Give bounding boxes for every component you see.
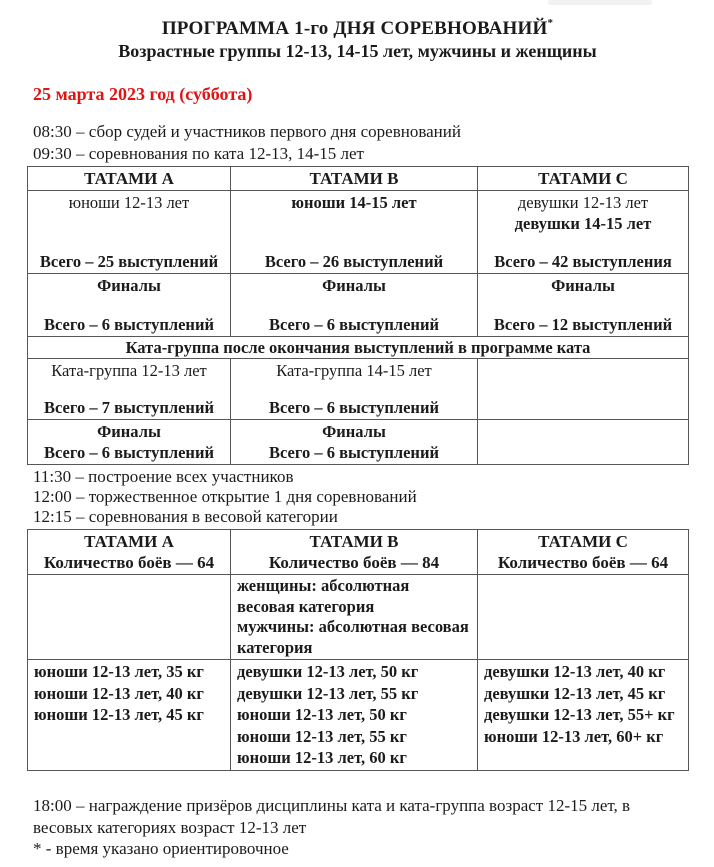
weight-header-c-bouts: Количество боёв — 64 — [497, 553, 669, 572]
kata-group-row — [28, 359, 689, 420]
bout-item: юноши 12-13 лет, 50 кг — [237, 705, 407, 724]
kata-group-banner-row — [28, 337, 689, 359]
kata-cell-c — [478, 191, 689, 274]
finals-cell-c — [478, 274, 689, 337]
weight-header-tatami-c — [478, 530, 689, 575]
finals-cell-b — [231, 274, 478, 337]
kata-b-group: юноши 14-15 лет — [291, 193, 417, 212]
bout-item: юноши 12-13 лет, 35 кг — [34, 662, 204, 681]
kata-group-b-name: Ката-группа 14-15 лет — [276, 361, 432, 380]
bouts-cell-a — [28, 660, 231, 771]
bouts-row — [28, 660, 689, 771]
page-title-text: ПРОГРАММА 1-го ДНЯ СОРЕВНОВАНИЙ — [161, 18, 548, 39]
weight-header-a-title: ТАТАМИ А — [84, 532, 174, 551]
kata-table-header-row — [28, 167, 689, 191]
awards-line: 18:00 – награждение призёров дисциплины ката и ката-группа возраст 12-15 лет, в весовых категориях возраст 12-13 лет — [33, 796, 631, 837]
kata-group-a-total: Всего – 7 выступлений — [44, 398, 214, 417]
event-date: 25 марта 2023 год (суббота) — [33, 84, 253, 104]
kata-finals-row — [28, 274, 689, 337]
midday-schedule — [33, 467, 688, 527]
bout-item: девушки 12-13 лет, 45 кг — [484, 683, 666, 703]
header-tatami-b: ТАТАМИ В — [231, 167, 478, 191]
absolute-cell-c-empty — [478, 575, 689, 660]
kata-a-total: Всего – 25 выступлений — [39, 252, 219, 271]
finals-b-total: Всего – 6 выступлений — [269, 315, 439, 334]
kata-group-cell-b — [231, 359, 478, 420]
kata-program-table — [27, 166, 689, 465]
page-subtitle: Возрастные группы 12-13, 14-15 лет, мужчины и женщины — [118, 41, 597, 61]
weight-header-b-title: ТАТАМИ В — [309, 532, 399, 551]
kata-b-total: Всего – 26 выступлений — [264, 252, 444, 271]
bouts-cell-b — [231, 660, 478, 771]
finals-c-total: Всего – 12 выступлений — [493, 315, 673, 334]
scan-artifact — [548, 0, 652, 5]
weight-header-c-title: ТАТАМИ С — [538, 532, 628, 551]
kata-group-finals-cell-b — [231, 420, 478, 465]
bout-item: юноши 12-13 лет, 45 кг — [34, 705, 204, 724]
header-tatami-a: ТАТАМИ А — [28, 167, 231, 191]
absolute-category-row — [28, 575, 689, 660]
kata-cell-a — [28, 191, 231, 274]
bout-item: девушки 12-13 лет, 40 кг — [484, 662, 666, 681]
kata-group-finals-row — [28, 420, 689, 465]
absolute-men: мужчины: абсолютная весовая категория — [237, 617, 469, 657]
kata-c-group1: девушки 12-13 лет — [517, 193, 649, 212]
header-tatami-c: ТАТАМИ С — [478, 167, 689, 191]
bout-item: юноши 12-13 лет, 60 кг — [237, 748, 407, 767]
weight-header-b-bouts: Количество боёв — 84 — [268, 553, 440, 572]
kata-group-cell-a — [28, 359, 231, 420]
schedule-line-1215: 12:15 – соревнования в весовой категории — [33, 507, 338, 526]
kata-cell-b — [231, 191, 478, 274]
bouts-cell-c — [478, 660, 689, 771]
finals-cell-a — [28, 274, 231, 337]
schedule-line-1200: 12:00 – торжественное открытие 1 дня соревнований — [33, 487, 417, 506]
schedule-line-1130: 11:30 – построение всех участников — [33, 467, 294, 486]
weight-table-header-row — [28, 530, 689, 575]
footer-notes — [33, 795, 688, 860]
finals-a-total: Всего – 6 выступлений — [44, 315, 214, 334]
weight-header-tatami-a — [28, 530, 231, 575]
kata-group-finals-cell-c-empty — [478, 420, 689, 465]
kata-group-finals-a-total: Всего – 6 выступлений — [44, 443, 214, 462]
absolute-cell-a-empty — [28, 575, 231, 660]
kata-group-finals-a-label: Финалы — [97, 422, 161, 441]
kata-group-cell-c-empty — [478, 359, 689, 420]
kata-group-banner: Ката-группа после окончания выступлений в программе ката — [28, 337, 689, 359]
footnote-line: * - время указано ориентировочное — [33, 839, 289, 858]
title-footnote-marker: * — [547, 17, 554, 29]
bout-item: девушки 12-13 лет, 55 кг — [237, 683, 419, 703]
bout-item: юноши 12-13 лет, 55 кг — [237, 726, 407, 746]
schedule-line-0830: 08:30 – сбор судей и участников первого дня соревнований — [33, 122, 461, 141]
kata-group-finals-b-total: Всего – 6 выступлений — [269, 443, 439, 462]
kata-a-group: юноши 12-13 лет — [68, 193, 190, 212]
weight-header-tatami-b — [231, 530, 478, 575]
kata-group-finals-cell-a — [28, 420, 231, 465]
page-title — [27, 18, 688, 40]
bout-item: юноши 12-13 лет, 40 кг — [34, 683, 204, 703]
kata-c-total: Всего – 42 выступления — [494, 252, 672, 271]
kata-group-b-total: Всего – 6 выступлений — [269, 398, 439, 417]
morning-schedule — [33, 121, 688, 164]
weight-header-a-bouts: Количество боёв — 64 — [43, 553, 215, 572]
weight-category-table — [27, 529, 689, 771]
kata-performances-row — [28, 191, 689, 274]
absolute-women: женщины: абсолютная весовая категория — [237, 576, 410, 616]
kata-group-a-name: Ката-группа 12-13 лет — [51, 361, 207, 380]
finals-c-label: Финалы — [551, 276, 615, 295]
bout-item: девушки 12-13 лет, 55+ кг — [484, 705, 675, 724]
finals-a-label: Финалы — [97, 276, 161, 295]
finals-b-label: Финалы — [322, 276, 386, 295]
kata-group-finals-b-label: Финалы — [322, 422, 386, 441]
absolute-cell-b — [231, 575, 478, 660]
kata-c-group2: девушки 14-15 лет — [514, 214, 652, 233]
bout-item: девушки 12-13 лет, 50 кг — [237, 662, 419, 681]
bout-item: юноши 12-13 лет, 60+ кг — [484, 726, 664, 746]
schedule-line-0930: 09:30 – соревнования по ката 12-13, 14-15 лет — [33, 143, 364, 163]
